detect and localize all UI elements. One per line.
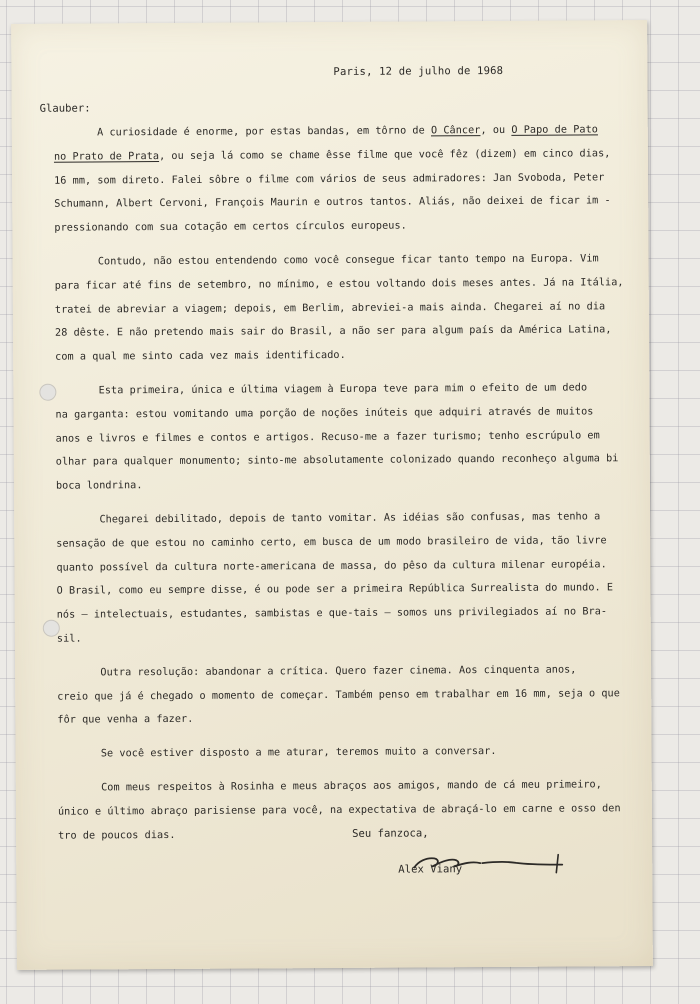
text-segment: olhar para qualquer monumento; sinto-me absolutamente colonizado quando reconheço alguma bi	[55, 453, 619, 469]
text-segment: O Brasil, como eu sempre disse, é ou pode ser a primeira República Surrealista do mundo. E	[56, 582, 614, 598]
text-line	[58, 773, 628, 800]
text-segment: tratei de abreviar a viagem; depois, em Berlim, abreviei-a mais ainda. Chegarei aí no dia	[54, 300, 606, 316]
text-segment: boca londrina.	[55, 480, 143, 492]
text-line	[56, 471, 626, 498]
text-line	[55, 400, 625, 427]
text-segment: 16 mm, som direto. Falei sôbre o filme com vários de seus admiradores: Jan Svoboda, Peter	[54, 171, 605, 187]
text-line	[56, 448, 626, 475]
text-segment: 28 dêste. E não pretendo mais sair do Brasil, a não ser para algum país da América Latina,	[54, 324, 612, 340]
signed-name: Alex Viany	[398, 863, 463, 876]
film-title: O Papo de Pato	[511, 124, 598, 136]
text-segment: na garganta: estou vomitando uma porção de noções inúteis que adquiri através de muitos	[55, 406, 594, 421]
text-line	[57, 682, 627, 709]
text-segment: único e último abraço parisiense para você, na expectativa de abraçá-lo em carne e osso den	[57, 802, 621, 818]
text-line	[57, 624, 627, 651]
text-segment: Contudo, não estou entendendo como você consegue ficar tanto tempo na Europa. Vim	[54, 253, 599, 268]
closing: Seu fanzoca,	[352, 827, 429, 840]
text-line	[54, 118, 624, 145]
text-line	[54, 166, 624, 193]
text-line	[54, 213, 624, 240]
text-segment: Com meus respeitos à Rosinha e meus abraços aos amigos, mando de cá meu primeiro,	[57, 779, 602, 794]
text-segment: para ficar até fins de setembro, no mínimo, e estou voltando dois meses antes. Já na Itália,	[54, 276, 624, 292]
dateline: Paris, 12 de julho de 1968	[333, 64, 504, 78]
text-line	[54, 142, 624, 169]
text-line	[55, 247, 625, 274]
text-line	[58, 739, 628, 766]
punch-hole-icon	[39, 384, 56, 401]
text-segment: Se você estiver disposto a me aturar, teremos muito a conversar.	[57, 746, 497, 760]
film-title: no Prato de Prata	[53, 150, 160, 163]
text-segment: creio que já é chegado o momento de começar. Também penso em trabalhar em 16 mm, seja o que	[57, 687, 620, 703]
letter-sheet	[11, 20, 653, 970]
text-line	[57, 577, 627, 604]
text-segment: sil.	[56, 633, 82, 645]
film-title: O Câncer	[430, 125, 481, 137]
text-line	[58, 797, 628, 824]
text-line	[57, 706, 627, 733]
text-segment: Schumann, Albert Cervoni, François Maurin e outros tantos. Aliás, não deixei de ficar im -	[54, 195, 611, 211]
text-line	[55, 319, 625, 346]
text-segment: quanto possível da cultura norte-americana de massa, do pêso da cultura milenar européia.	[56, 558, 607, 574]
text-segment: com a qual me sinto cada vez mais identificado.	[55, 350, 346, 363]
text-line	[56, 424, 626, 451]
text-segment: Chegarei debilitado, depois de tanto vomitar. As idéias são confusas, mas tenho a	[56, 511, 601, 526]
text-line	[57, 600, 627, 627]
text-line	[56, 505, 626, 532]
text-segment: anos e livros e filmes e contos e artigos. Recuso-me a fazer turismo; tenho escrúpulo em	[55, 429, 600, 445]
text-segment: , ou seja lá como se chame êsse filme que você fêz (dizem) em cinco dias,	[159, 148, 611, 162]
text-line	[56, 529, 626, 556]
text-segment: , ou	[480, 124, 512, 137]
text-line	[56, 553, 626, 580]
text-segment: sensação de que estou no caminho certo, em busca de um modo brasileiro de vida, tão livre	[56, 535, 607, 550]
text-line	[55, 376, 625, 403]
text-segment: tro de poucos dias.	[58, 829, 176, 842]
text-segment: nós — intelectuais, estudantes, sambistas e que-tais — somos uns privilegiados aí no Bra-	[56, 606, 608, 621]
text-segment: fôr que venha a fazer.	[57, 714, 194, 727]
text-segment: Outra resolução: abandonar a crítica. Quero fazer cinema. Aos cinquenta anos,	[57, 664, 577, 679]
text-segment: pressionando com sua cotação em certos círculos europeus.	[54, 220, 407, 234]
salutation: Glauber:	[39, 102, 91, 115]
text-line	[57, 658, 627, 685]
text-segment: A curiosidade é enorme, por estas bandas, em tôrno de	[53, 125, 431, 139]
text-line	[55, 295, 625, 322]
text-line	[55, 342, 625, 369]
text-segment: Esta primeira, única e última viagem à Europa teve para mim o efeito de um dedo	[55, 382, 588, 397]
text-line	[55, 271, 625, 298]
letter-body	[54, 118, 628, 848]
text-line	[54, 190, 624, 217]
